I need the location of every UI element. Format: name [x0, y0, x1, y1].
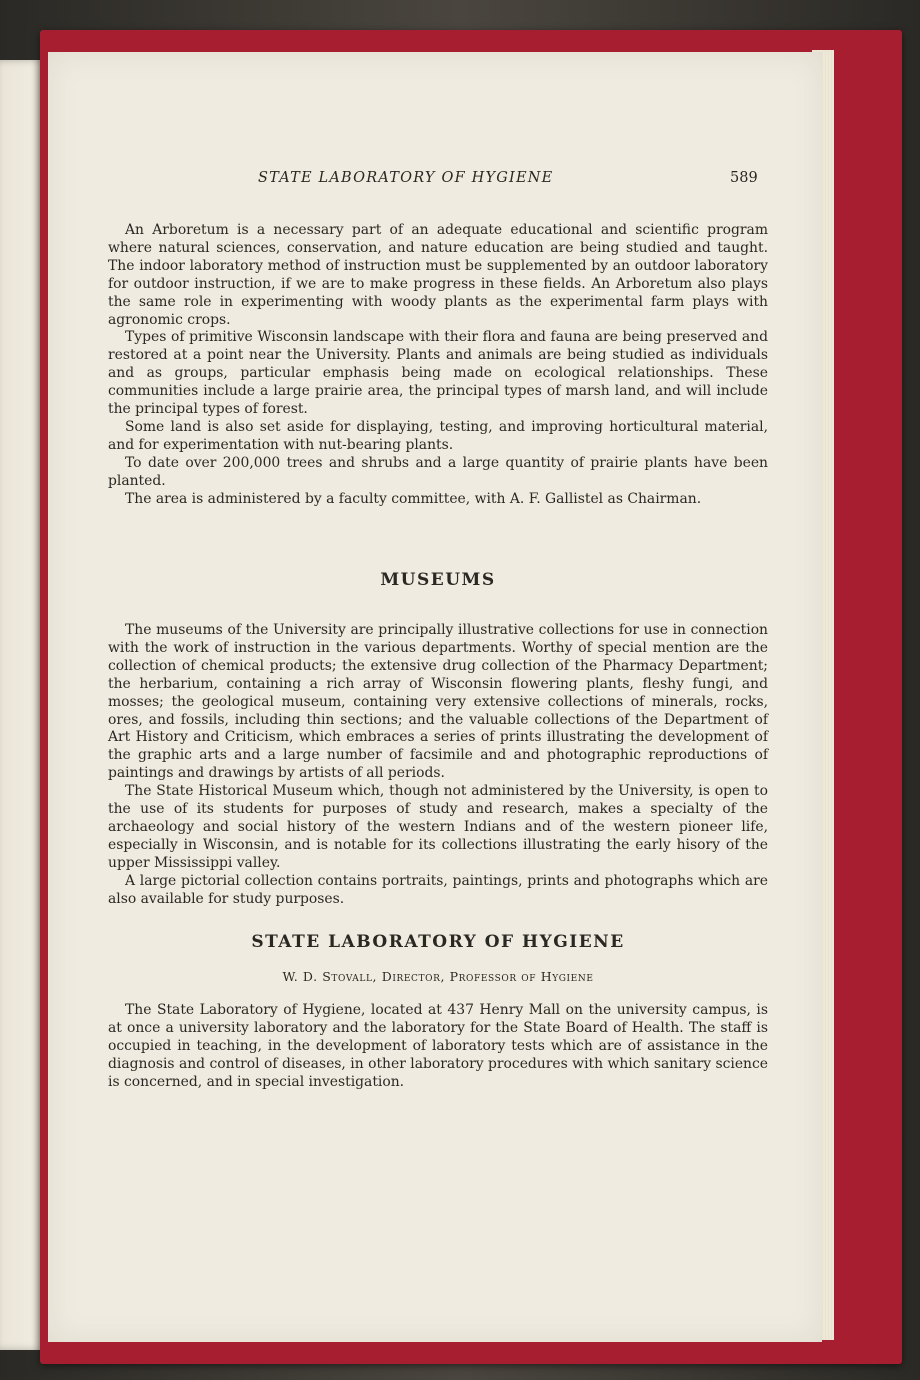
paragraph: The area is administered by a faculty committee, with A. F. Gallistel as Chairman. [125, 490, 702, 507]
paragraph: A large pictorial collection contains portraits, paintings, prints and photographs which are also available for study purposes. [108, 872, 768, 907]
paragraph: The State Laboratory of Hygiene, located at 437 Henry Mall on the university campus, is at once a university laboratory and the laboratory for the State Board of Health. The staff is occupied in teaching, in the development of laboratory tests which are of assistance in the diagnosis and control of diseases, in other laboratory procedures with which sanitary science is concerned, and in special investigation. [108, 1002, 768, 1090]
book-page [48, 52, 822, 1342]
staff-line: W. D. Stovall, Director, Professor of Hygiene [282, 969, 594, 984]
hygiene-heading-block [108, 932, 768, 952]
museums-section [108, 622, 768, 909]
paragraph: To date over 200,000 trees and shrubs and a large quantity of prairie plants have been planted. [108, 454, 768, 489]
paragraph: Types of primitive Wisconsin landscape with their flora and fauna are being preserved and restored at a point near the University. Plants and animals are being studied as individuals and as groups, particular emphasis being made on ecological relationships. These communities include a large prairie area, the principal types of marsh land, and will include the principal types of forest. [108, 329, 768, 418]
arboretum-section [108, 222, 768, 509]
facing-page-edge [0, 60, 44, 1350]
paragraph: The State Historical Museum which, though not administered by the University, is open to the use of its students for purposes of study and research, makes a specialty of the archaeology and social history of the western Indians and of the western pioneer life, especially in Wisconsin, and is notable for its collections illustrating the early hisory of the upper Mississippi valley. [108, 783, 768, 871]
section-heading-hygiene: STATE LABORATORY OF HYGIENE [251, 932, 625, 952]
hygiene-section [108, 1002, 768, 1092]
museums-heading-block [108, 570, 768, 590]
paragraph: The museums of the University are principally illustrative collections for use in connection with the work of instruction in the various departments. Worthy of special mention are the collection of chemical products; the extensive drug collection of the Pharmacy Department; the herbarium, containing a rich array of Wisconsin flowering plants, fleshy fungi, and mosses; the geological museum, containing very extensive collections of minerals, rocks, ores, and fossils, including thin sections; and the valuable collections of the Department of Art History and Criticism, which embraces a series of prints illustrating the development of the graphic arts and a large number of facsimile and and photographic reproductions of paintings and drawings by artists of all periods. [108, 622, 768, 782]
running-head: STATE LABORATORY OF HYGIENE [258, 170, 554, 186]
paragraph: Some land is also set aside for displaying, testing, and improving horticultural material, and for experimentation with nut-bearing plants. [108, 418, 768, 453]
section-heading-museums: MUSEUMS [380, 570, 496, 590]
page-number: 589 [730, 170, 758, 186]
paragraph: An Arboretum is a necessary part of an adequate educational and scientific program where natural sciences, conservation, and nature education are being studied and taught. The indoor laboratory method of instruction must be supplemented by an outdoor laboratory for outdoor instruction, if we are to make progress in these fields. An Arboretum also plays the same role in experimenting with woody plants as the experimental farm plays with agronomic crops. [108, 222, 768, 328]
hygiene-staff [108, 969, 768, 984]
